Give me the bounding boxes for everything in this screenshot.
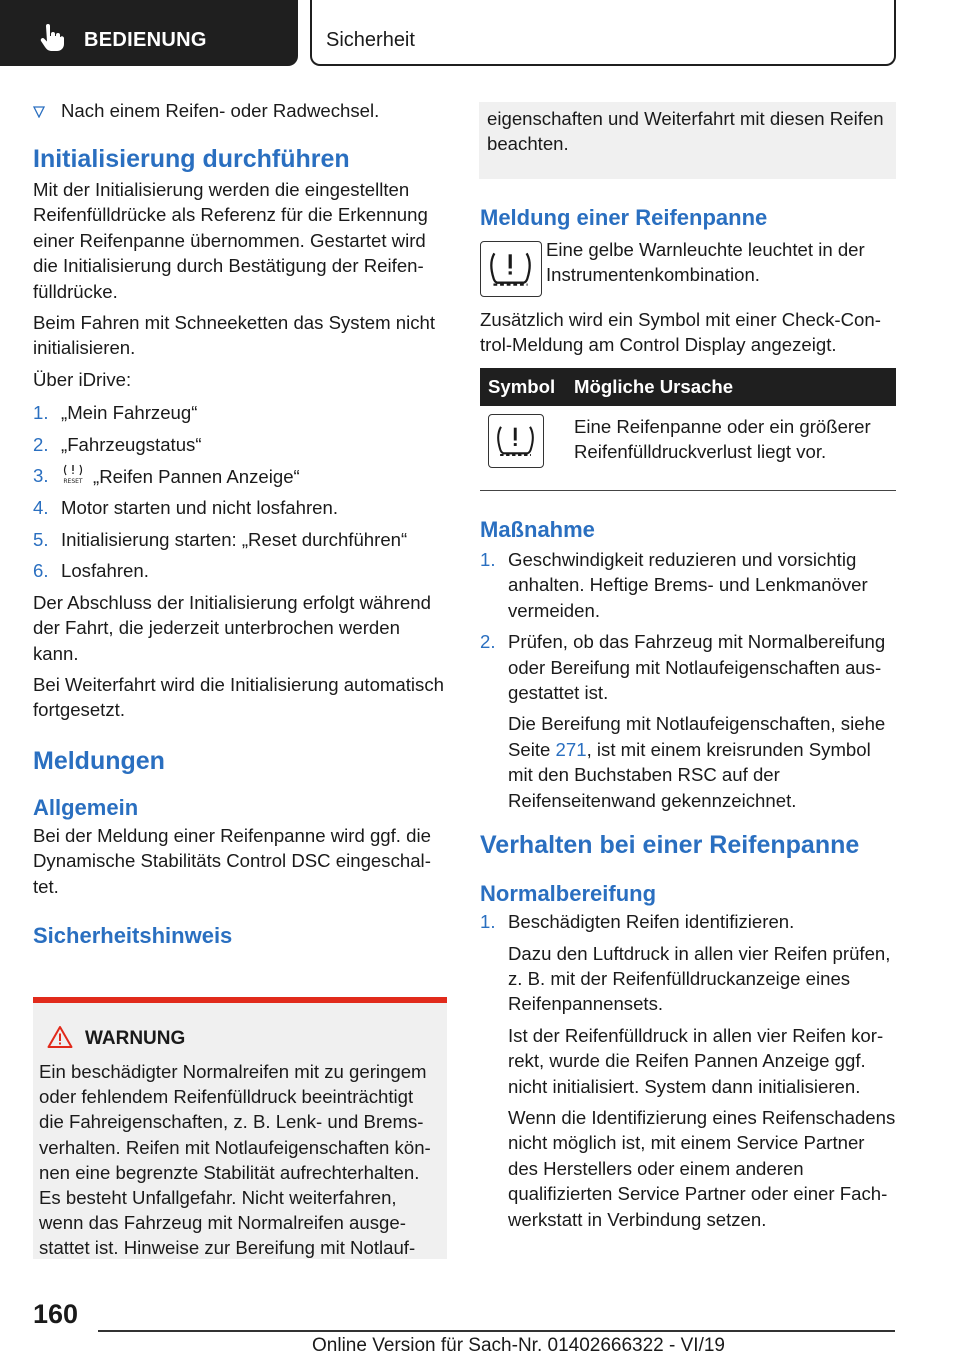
footer-divider <box>98 1330 895 1332</box>
idrive-steps <box>33 400 445 583</box>
triangle-bullet-icon <box>33 106 45 118</box>
heading-massnahme: Maßnahme <box>480 517 595 543</box>
list-item: 4. Motor starten und nicht losfahren. <box>33 497 338 519</box>
heading-normalbereifung: Normalbereifung <box>480 881 657 907</box>
heading-meldungen: Meldungen <box>33 746 165 775</box>
warning-box <box>33 997 447 1259</box>
massnahme-steps <box>480 547 896 813</box>
normal-steps <box>480 909 896 1232</box>
online-version: Online Version für Sach-Nr. 01402666322 - VI/19 <box>312 1335 725 1356</box>
table-header-symbol: Symbol <box>480 368 566 406</box>
table-row <box>480 406 896 491</box>
chapter-tab <box>310 0 896 66</box>
warning-text: Ein beschädigter Normalreifen mit zu geringem oder fehlendem Reifenfülldruck beeinträchtigt die Fahreigenschaften, z. B. Lenk- und Bremsverhalten. Reifen mit Notlaufeigenschaften können eine begrenzte Stabilität aufrechterhalten. Es besteht Unfallgefahr. Nicht weiterfahren, wenn das Fahrzeug mit Normalreifen ausgestattet ist. Hinweise zur Bereifung mit Notlauf- <box>39 1061 431 1259</box>
page-link[interactable]: 271 <box>555 738 587 760</box>
right-column <box>480 102 896 1238</box>
warning-title: WARNUNG <box>85 1028 186 1049</box>
list-item: 6. Losfahren. <box>33 560 149 582</box>
warnlight-row: Eine gelbe Warnleuchte leuchtet in der Instrumentenkombination. <box>480 237 896 297</box>
paragraph: Beim Fahren mit Schneeketten das System nicht initialisieren. <box>33 312 436 359</box>
paragraph: Über iDrive: <box>33 368 132 390</box>
list-item: 3. RESET „Reifen Pannen Anzeige“ <box>33 465 300 488</box>
left-column <box>33 98 445 951</box>
tire-reset-icon <box>61 463 85 485</box>
page-header <box>0 0 960 66</box>
warning-header <box>39 1025 439 1055</box>
list-item: 1. „Mein Fahrzeug“ <box>33 402 198 424</box>
tire-pressure-warning-icon <box>480 241 542 297</box>
heading-allgemein: Allgemein <box>33 794 139 820</box>
heading-verhalten: Verhalten bei einer Reifenpanne <box>480 831 860 860</box>
tire-pressure-warning-icon <box>488 414 544 468</box>
symbol-table <box>480 368 896 491</box>
table-header-cause: Mögliche Ursache <box>566 368 896 406</box>
list-item: 1. Beschädigten Reifen identifizieren. Dazu den Luftdruck in allen vier Reifen prüfen, z. B. mit der Reifenfülldruckanzeige eines Reifenpannensets. Ist der Reifenfülldruck in allen vier Reifen korrekt, wurde die Reifen Pannen Anzeige ggf. nicht initialisiert. System dann initialisieren. Wenn die Identifizierung eines Reifenschadens nicht möglich ist, mit einem Service Partner des Herstellers oder einem anderen qualifizierten Service Partner oder einer Fachwerkstatt in Verbindung setzen. <box>480 911 896 1230</box>
section-tab-label: BEDIENUNG <box>84 29 207 51</box>
warning-continuation: eigenschaften und Weiterfahrt mit diesen Reifen beachten. <box>479 102 896 179</box>
paragraph: Zusätzlich wird ein Symbol mit einer Check-Control-Meldung am Control Display angezeigt. <box>480 308 881 356</box>
heading-initialisierung: Initialisierung durchführen <box>33 145 350 173</box>
list-item: 5. Initialisierung starten: „Reset durchführen“ <box>33 528 408 550</box>
section-tab <box>0 0 298 66</box>
list-item: 1. Geschwindigkeit reduzieren und vorsichtig anhalten. Heftige Brems- und Lenkmanöver vermeiden. <box>480 549 868 621</box>
hand-pointer-icon <box>36 22 66 52</box>
list-item: 2. „Fahrzeugstatus“ <box>33 433 202 455</box>
list-item: Nach einem Reifen- oder Radwechsel. <box>33 98 445 123</box>
heading-meldung-reifenpanne: Meldung einer Reifenpanne <box>480 204 768 230</box>
warning-triangle-icon <box>47 1025 73 1049</box>
paragraph: Bei der Meldung einer Reifenpanne wird ggf. die Dynamische Stabilitäts Control DSC eingeschaltet. <box>33 824 431 897</box>
paragraph: Mit der Initialisierung werden die eingestellten Reifenfülldrücke als Referenz für die Erkennung einer Reifenpanne übernommen. Gestartet wird die Initialisierung durch Bestätigung der Reifenfülldrücke. <box>33 179 428 302</box>
paragraph: Der Abschluss der Initialisierung erfolgt während der Fahrt, die jederzeit unterbrochen werden kann. <box>33 591 431 664</box>
paragraph: Bei Weiterfahrt wird die Initialisierung automatisch fortgesetzt. <box>33 673 444 721</box>
reset-icon-label: RESET <box>63 478 83 486</box>
page-number: 160 <box>33 1299 79 1329</box>
heading-sicherheitshinweis: Sicherheitshinweis <box>33 922 233 948</box>
table-cell-cause: Eine Reifenpanne oder ein größerer Reifenfülldruckverlust liegt vor. <box>566 406 896 491</box>
list-item: 2. Prüfen, ob das Fahrzeug mit Normalbereifung oder Bereifung mit Notlaufeigenschaften ausgestattet ist. Die Bereifung mit Notlaufeigenschaften, siehe Seite 271, ist mit einem kreisrunden Symbol mit den Buchstaben RSC auf der Reifenseitenwand gekennzeichnet. <box>480 631 886 811</box>
chapter-label: Sicherheit <box>326 29 415 51</box>
